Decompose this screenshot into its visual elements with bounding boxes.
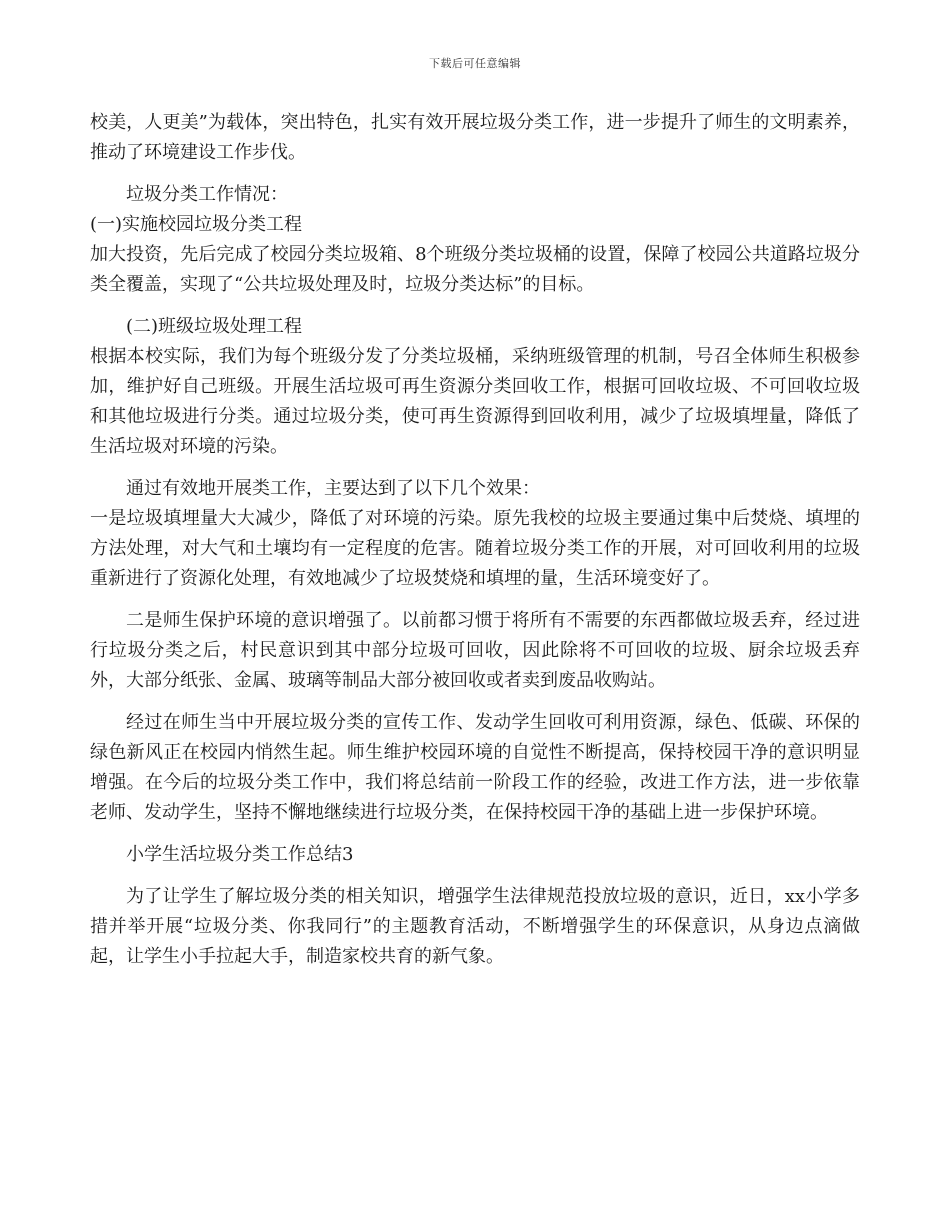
section-title-3: 小学生活垃圾分类工作总结3 [126, 844, 354, 865]
effects-heading: 通过有效地开展类工作，主要达到了以下几个效果： [126, 478, 540, 499]
paragraph-intro: 校美，人更美”为载体，突出特色，扎实有效开展垃圾分类工作，进一步提升了师生的文明素养，推动了环境建设工作步伐。 [90, 112, 860, 163]
subsection-heading-2: (二)班级垃圾处理工程 [126, 316, 303, 337]
paragraph-summary-3: 为了让学生了解垃圾分类的相关知识，增强学生法律规范投放垃圾的意识，近日，xx小学多措并举开展“垃圾分类、你我同行”的主题教育活动，不断增强学生的环保意识，从身边点滴做起，让学生小手拉起大手，制造家校共育的新气象。 [90, 886, 860, 967]
page-header: 下载后可任意编辑 [429, 57, 521, 70]
paragraph-class-bins: 根据本校实际，我们为每个班级分发了分类垃圾桶，采纳班级管理的机制，号召全体师生积极参加，维护好自己班级。开展生活垃圾可再生资源分类回收工作，根据可回收垃圾、不可回收垃圾和其他垃圾进行分类。通过垃圾分类，使可再生资源得到回收利用，减少了垃圾填埋量，降低了生活垃圾对环境的污染。 [90, 346, 860, 457]
paragraph-effect-2: 二是师生保护环境的意识增强了。以前都习惯于将所有不需要的东西都做垃圾丢弃，经过进行垃圾分类之后，村民意识到其中部分垃圾可回收，因此除将不可回收的垃圾、厨余垃圾丢弃外，大部分纸张、金属、玻璃等制品大部分被回收或者卖到废品收购站。 [90, 610, 860, 691]
paragraph-conclusion: 经过在师生当中开展垃圾分类的宣传工作、发动学生回收可利用资源，绿色、低碳、环保的绿色新风正在校园内悄然生起。师生维护校园环境的自觉性不断提高，保持校园干净的意识明显增强。在今后的垃圾分类工作中，我们将总结前一阶段工作的经验，改进工作方法，进一步依靠老师、发动学生，坚持不懈地继续进行垃圾分类，在保持校园干净的基础上进一步保护环境。 [90, 712, 860, 823]
paragraph-effect-1: 一是垃圾填埋量大大减少，降低了对环境的污染。原先我校的垃圾主要通过集中后焚烧、填埋的方法处理，对大气和土壤均有一定程度的危害。随着垃圾分类工作的开展，对可回收利用的垃圾重新进行了资源化处理，有效地减少了垃圾焚烧和填埋的量，生活环境变好了。 [90, 508, 860, 589]
paragraph-investment: 加大投资，先后完成了校园分类垃圾箱、8个班级分类垃圾桶的设置，保障了校园公共道路垃圾分类全覆盖，实现了“公共垃圾处理及时，垃圾分类达标”的目标。 [90, 244, 860, 295]
section-heading-situation: 垃圾分类工作情况： [126, 184, 288, 205]
document-body [90, 108, 860, 984]
subsection-heading-1: (一)实施校园垃圾分类工程 [90, 214, 303, 235]
